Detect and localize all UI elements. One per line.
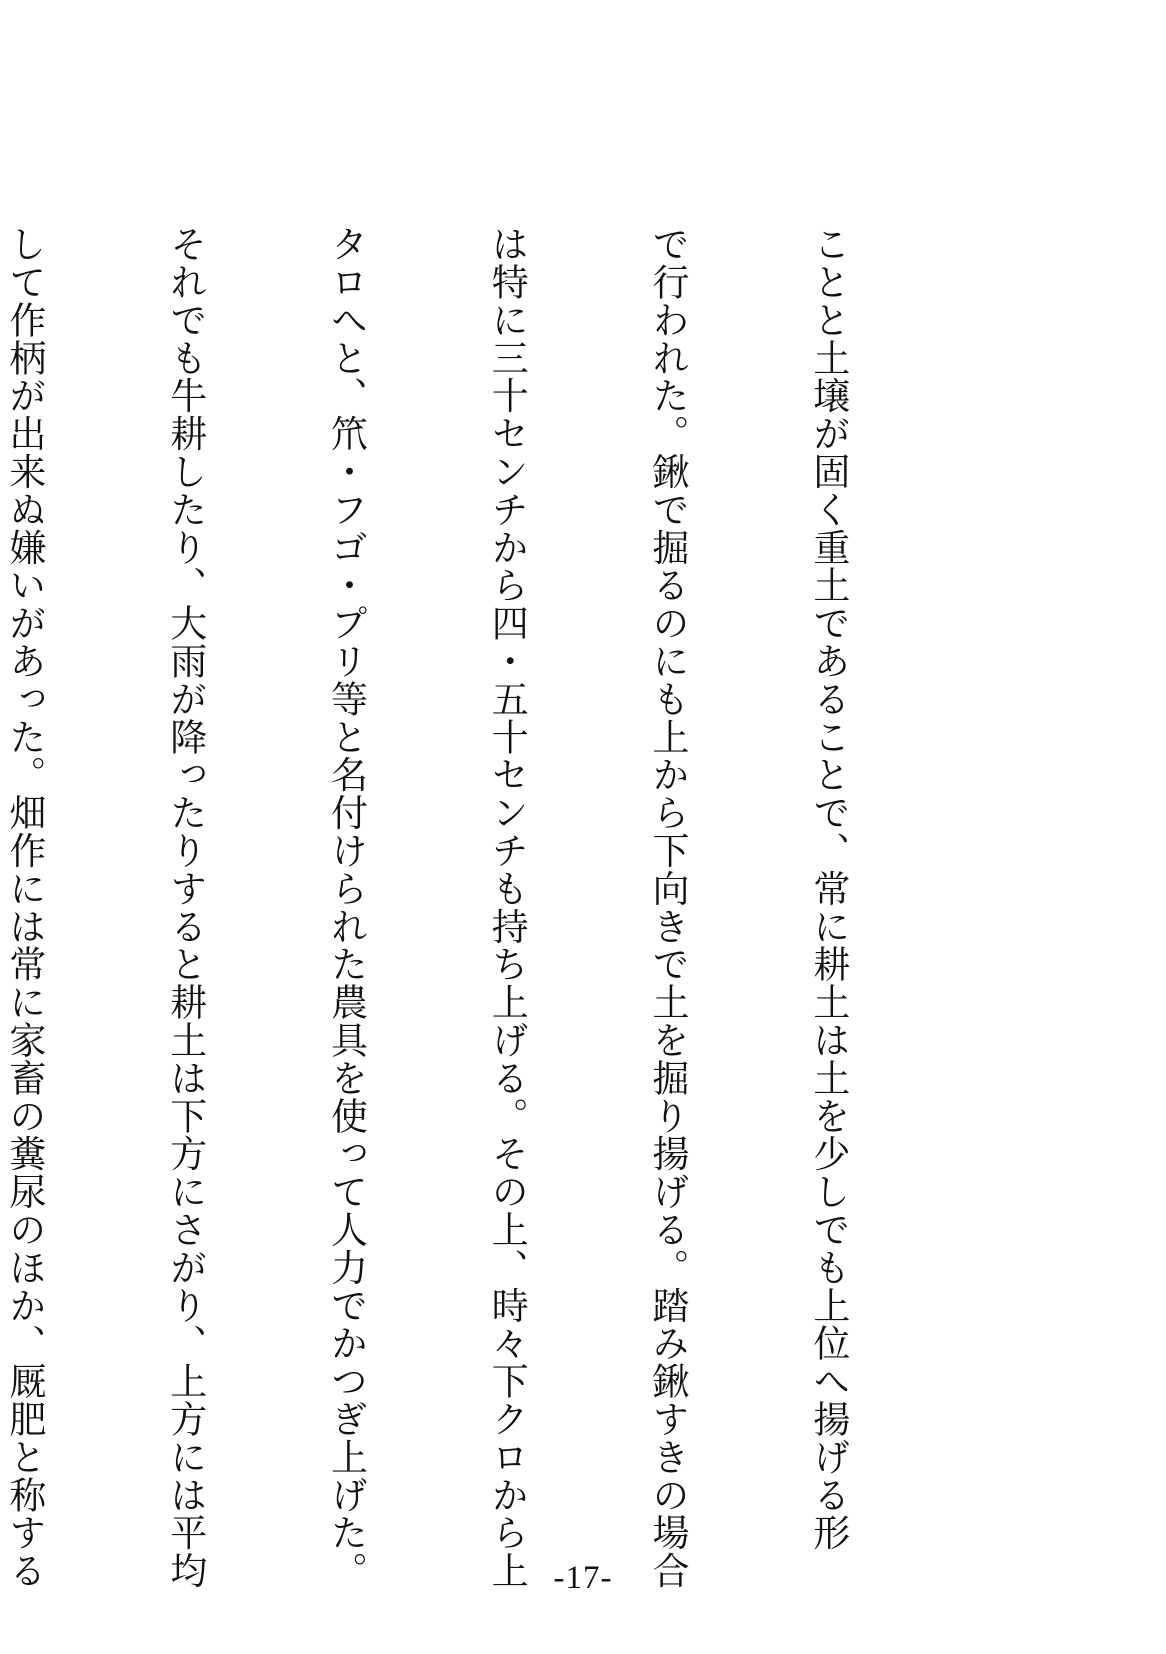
body-column-5: それでも牛耕したり、大雨が降ったりすると耕土は下方にさがり、上方には平均 [163,225,207,1590]
page-number: -17- [553,1560,613,1596]
body-column-6: して作柄が出来ぬ嫌いがあった。畑作には常に家畜の糞尿のほか、厩肥と称する [2,225,46,1590]
body-column-1: ことと土壌が固く重土であることで、常に耕土は土を少しでも上位へ揚げる形 [806,225,850,1552]
body-column-2: で行われた。鍬で掘るのにも上から下向きで土を掘り揚げる。踏み鍬すきの場合 [646,225,690,1590]
body-column-4: タロへと、笊・フゴ・プリ等と名付けられた農具を使って人力でかつぎ上げた。 [324,225,368,1590]
body-column-3: は特に三十センチから四・五十センチも持ち上げる。その上、時々下クロから上 [485,225,529,1590]
